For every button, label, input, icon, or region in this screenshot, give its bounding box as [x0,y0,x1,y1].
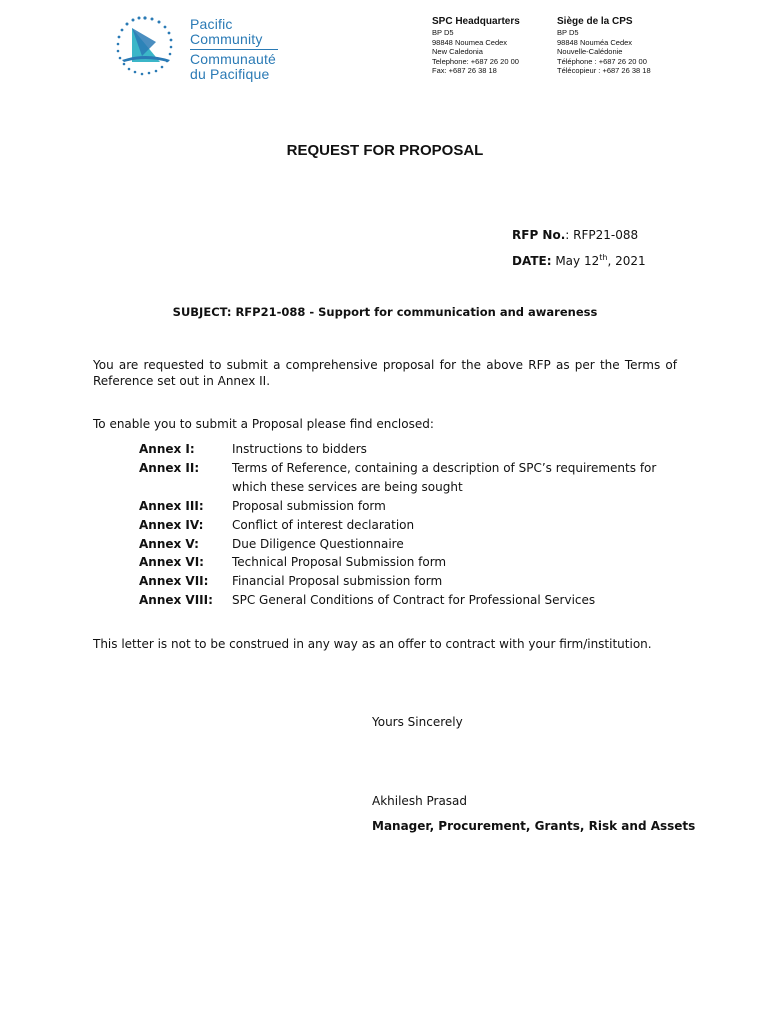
logo-line-4: du Pacifique [190,66,270,82]
rfp-date-year: , 2021 [607,254,646,268]
list-item [139,516,684,535]
annex-key: Annex III: [139,499,204,513]
annex-value: Terms of Reference, containing a description of SPC’s requirements for which these services are being sought [232,461,657,494]
address-line: BP D5 [557,28,579,37]
annex-key: Annex I: [139,442,195,456]
list-item [139,553,684,572]
subject-line: SUBJECT: RFP21-088 - Support for communication and awareness [172,305,598,319]
annex-key: Annex V: [139,537,199,551]
signatory-title [372,819,695,833]
rfp-date-label: DATE: [512,254,552,268]
address-heading: Siège de la CPS [557,16,633,27]
annex-value: Financial Proposal submission form [232,574,443,588]
signatory-title-text: Manager, Procurement, Grants, Risk and Assets [372,819,696,833]
annex-value: Technical Proposal Submission form [232,555,447,569]
list-item [139,497,684,516]
address-line: New Caledonia [432,47,483,57]
logo-wordmark [190,17,278,82]
annex-key: Annex VIII: [139,593,213,607]
closing-line: Yours Sincerely [372,715,463,729]
intro-paragraph: You are requested to submit a comprehensive proposal for the above RFP as per the Terms of Reference set out in Annex II. [93,358,677,388]
address-fax: Fax: +687 26 38 18 [432,66,497,76]
rfp-number-value: RFP21-088 [573,228,639,242]
list-item [139,572,684,591]
rfp-date-value: May 12 [551,254,600,268]
enclosed-paragraph: To enable you to submit a Proposal please find enclosed: [93,417,434,431]
address-line: Nouvelle-Calédonie [557,47,623,57]
address-line: BP D5 [432,28,454,37]
list-item [139,440,684,459]
logo-line-3: Communauté [190,51,277,67]
spc-sail-logo-icon [110,12,180,82]
address-french [557,15,651,76]
annex-value: Due Diligence Questionnaire [232,537,404,551]
address-heading: SPC Headquarters [432,16,520,27]
address-phone: Téléphone : +687 26 20 00 [557,56,647,66]
annex-value: SPC General Conditions of Contract for Professional Services [232,593,596,607]
rfp-date [512,253,646,268]
address-english [432,15,520,76]
list-item [139,535,684,554]
address-fax: Télécopieur : +687 26 38 18 [557,66,651,76]
annex-key: Annex IV: [139,518,204,532]
logo-line-2: Community [190,31,263,47]
annex-value: Instructions to bidders [232,442,367,456]
rfp-date-suffix: th [599,253,608,262]
annex-key: Annex VI: [139,555,204,569]
rfp-number-separator: : [565,228,574,242]
rfp-number [512,228,638,242]
list-item [139,591,684,610]
logo-line-1: Pacific [190,16,233,32]
address-phone: Telephone: +687 26 20 00 [432,56,519,66]
annex-key: Annex II: [139,461,200,475]
rfp-number-label: RFP No. [512,228,566,242]
annex-key: Annex VII: [139,574,209,588]
address-line: 98848 Noumea Cedex [432,37,508,47]
annex-value: Proposal submission form [232,499,386,513]
signatory-name: Akhilesh Prasad [372,794,468,808]
disclaimer-paragraph: This letter is not to be construed in any way as an offer to contract with your firm/institution. [93,637,652,651]
address-line: 98848 Nouméa Cedex [557,37,633,47]
logo-divider [190,49,278,50]
list-item [139,459,684,497]
annex-value: Conflict of interest declaration [232,518,415,532]
document-title: REQUEST FOR PROPOSAL [286,142,484,159]
